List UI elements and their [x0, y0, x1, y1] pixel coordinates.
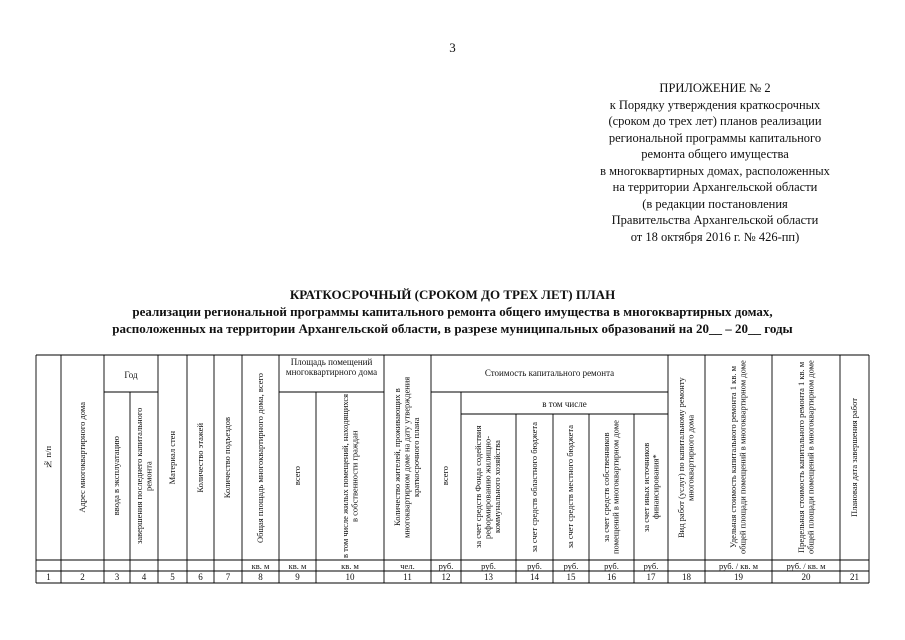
col-number: 17 — [646, 572, 656, 582]
col-header-18: Вид работ (услуг) по капитальному ремонту многоквартирного дома — [676, 377, 696, 538]
col-number: 6 — [198, 572, 203, 582]
col-number: 19 — [734, 572, 743, 582]
unit-cell: руб. — [604, 561, 619, 571]
col-header-16: за счет средств собственников помещений в многоквартирном доме — [601, 420, 621, 554]
appendix-line: в многоквартирных домах, расположенных — [600, 163, 830, 178]
col-number: 10 — [345, 572, 355, 582]
col-number: 8 — [258, 572, 263, 582]
group-header-including: в том числе — [542, 399, 587, 409]
col-header-5: Материал стен — [166, 430, 177, 485]
col-number: 9 — [295, 572, 300, 582]
col-number: 7 — [225, 572, 231, 582]
col-number: 14 — [530, 572, 539, 582]
col-number: 18 — [682, 572, 691, 582]
col-number: 15 — [566, 572, 576, 582]
appendix-line: ПРИЛОЖЕНИЕ № 2 — [659, 81, 771, 95]
appendix-line: на территории Архангельской области — [612, 180, 818, 194]
unit-cell: кв. м — [288, 561, 307, 571]
appendix-line: ремонта общего имущества — [641, 147, 789, 161]
group-header-area: Площадь помещений многоквартирного дома — [285, 357, 378, 377]
col-header-9: всего — [291, 466, 302, 486]
col-number: 21 — [850, 572, 859, 582]
col-header-4: завершения последнего капитального ремонта — [133, 407, 153, 545]
col-header-2: Адрес многоквартирного дома — [76, 402, 87, 513]
unit-cell: кв. м — [341, 561, 359, 571]
title-line-1: КРАТКОСРОЧНЫЙ (СРОКОМ ДО ТРЕХ ЛЕТ) ПЛАН — [289, 287, 616, 302]
col-number: 3 — [114, 572, 120, 582]
col-header-1: № п/п — [42, 445, 53, 470]
appendix-line: от 18 октября 2016 г. № 426-пп) — [630, 229, 800, 244]
col-number: 2 — [80, 572, 85, 582]
col-number: 4 — [141, 572, 147, 582]
col-header-7: Количество подъездов — [222, 416, 233, 499]
title-line-2: реализации региональной программы капитального ремонта общего имущества в многоквартирных домах, — [132, 304, 773, 319]
col-header-21: Плановая дата завершения работ — [848, 397, 859, 518]
unit-cell: руб. / кв. м — [718, 561, 759, 571]
group-header-cost: Стоимость капитального ремонта — [484, 368, 615, 378]
col-number: 1 — [46, 572, 51, 582]
col-header-20: Предельная стоимость капитального ремонта 1 кв. м общей площади помещений в многоквартирном доме — [795, 360, 815, 555]
col-header-15: за счет средств местного бюджета — [565, 425, 576, 549]
title-line-3: расположенных на территории Архангельской области, в разрезе муниципальных образований на 20__ – 20__ годы — [112, 321, 793, 336]
col-number: 11 — [403, 572, 412, 582]
unit-cell: руб. — [563, 561, 579, 571]
appendix-line: (в редакции постановления — [642, 196, 788, 211]
col-number: 16 — [607, 572, 616, 582]
unit-cell: руб. — [481, 561, 496, 571]
appendix-line: к Порядку утверждения краткосрочных — [609, 97, 821, 112]
col-number: 5 — [170, 572, 175, 582]
col-header-8: Общая площадь многоквартирного дома, всего — [254, 372, 265, 543]
unit-cell: руб. — [643, 561, 659, 571]
col-number: 20 — [801, 572, 811, 582]
unit-cell: чел. — [400, 561, 415, 571]
group-header-year: Год — [124, 370, 138, 380]
appendix-line: Правительства Архангельской области — [611, 213, 819, 227]
col-number: 13 — [484, 572, 493, 582]
col-header-13: за счет средств Фонда содействия реформированию жилищно-коммунального хозяйства — [473, 425, 503, 549]
col-header-12: всего — [440, 466, 451, 486]
col-header-14: за счет средств областного бюджета — [528, 421, 539, 553]
col-header-6: Количество этажей — [194, 422, 205, 493]
unit-cell: руб. / кв. м — [786, 561, 826, 571]
col-number: 12 — [441, 572, 451, 582]
page-number: 3 — [449, 40, 456, 55]
col-header-17: за счет иных источников финансирования* — [640, 442, 660, 532]
col-header-3: ввода в эксплуатацию — [111, 436, 122, 516]
unit-cell: кв. м — [251, 561, 270, 571]
col-header-11: Количество жителей, проживающих в многоквартирном доме на дату утверждения краткосрочного плана — [392, 376, 422, 539]
col-header-10: в том числе жилых помещений, находящихся в собственности граждан — [339, 393, 359, 559]
unit-cell: руб. — [527, 561, 542, 571]
unit-cell: руб. — [438, 561, 454, 571]
col-header-19: Удельная стоимость капитального ремонта 1 кв. м общей площади помещений в многоквартирном доме — [728, 360, 748, 555]
appendix-line: (сроком до трех лет) планов реализации — [608, 114, 822, 128]
appendix-line: региональной программы капитального — [608, 130, 822, 145]
